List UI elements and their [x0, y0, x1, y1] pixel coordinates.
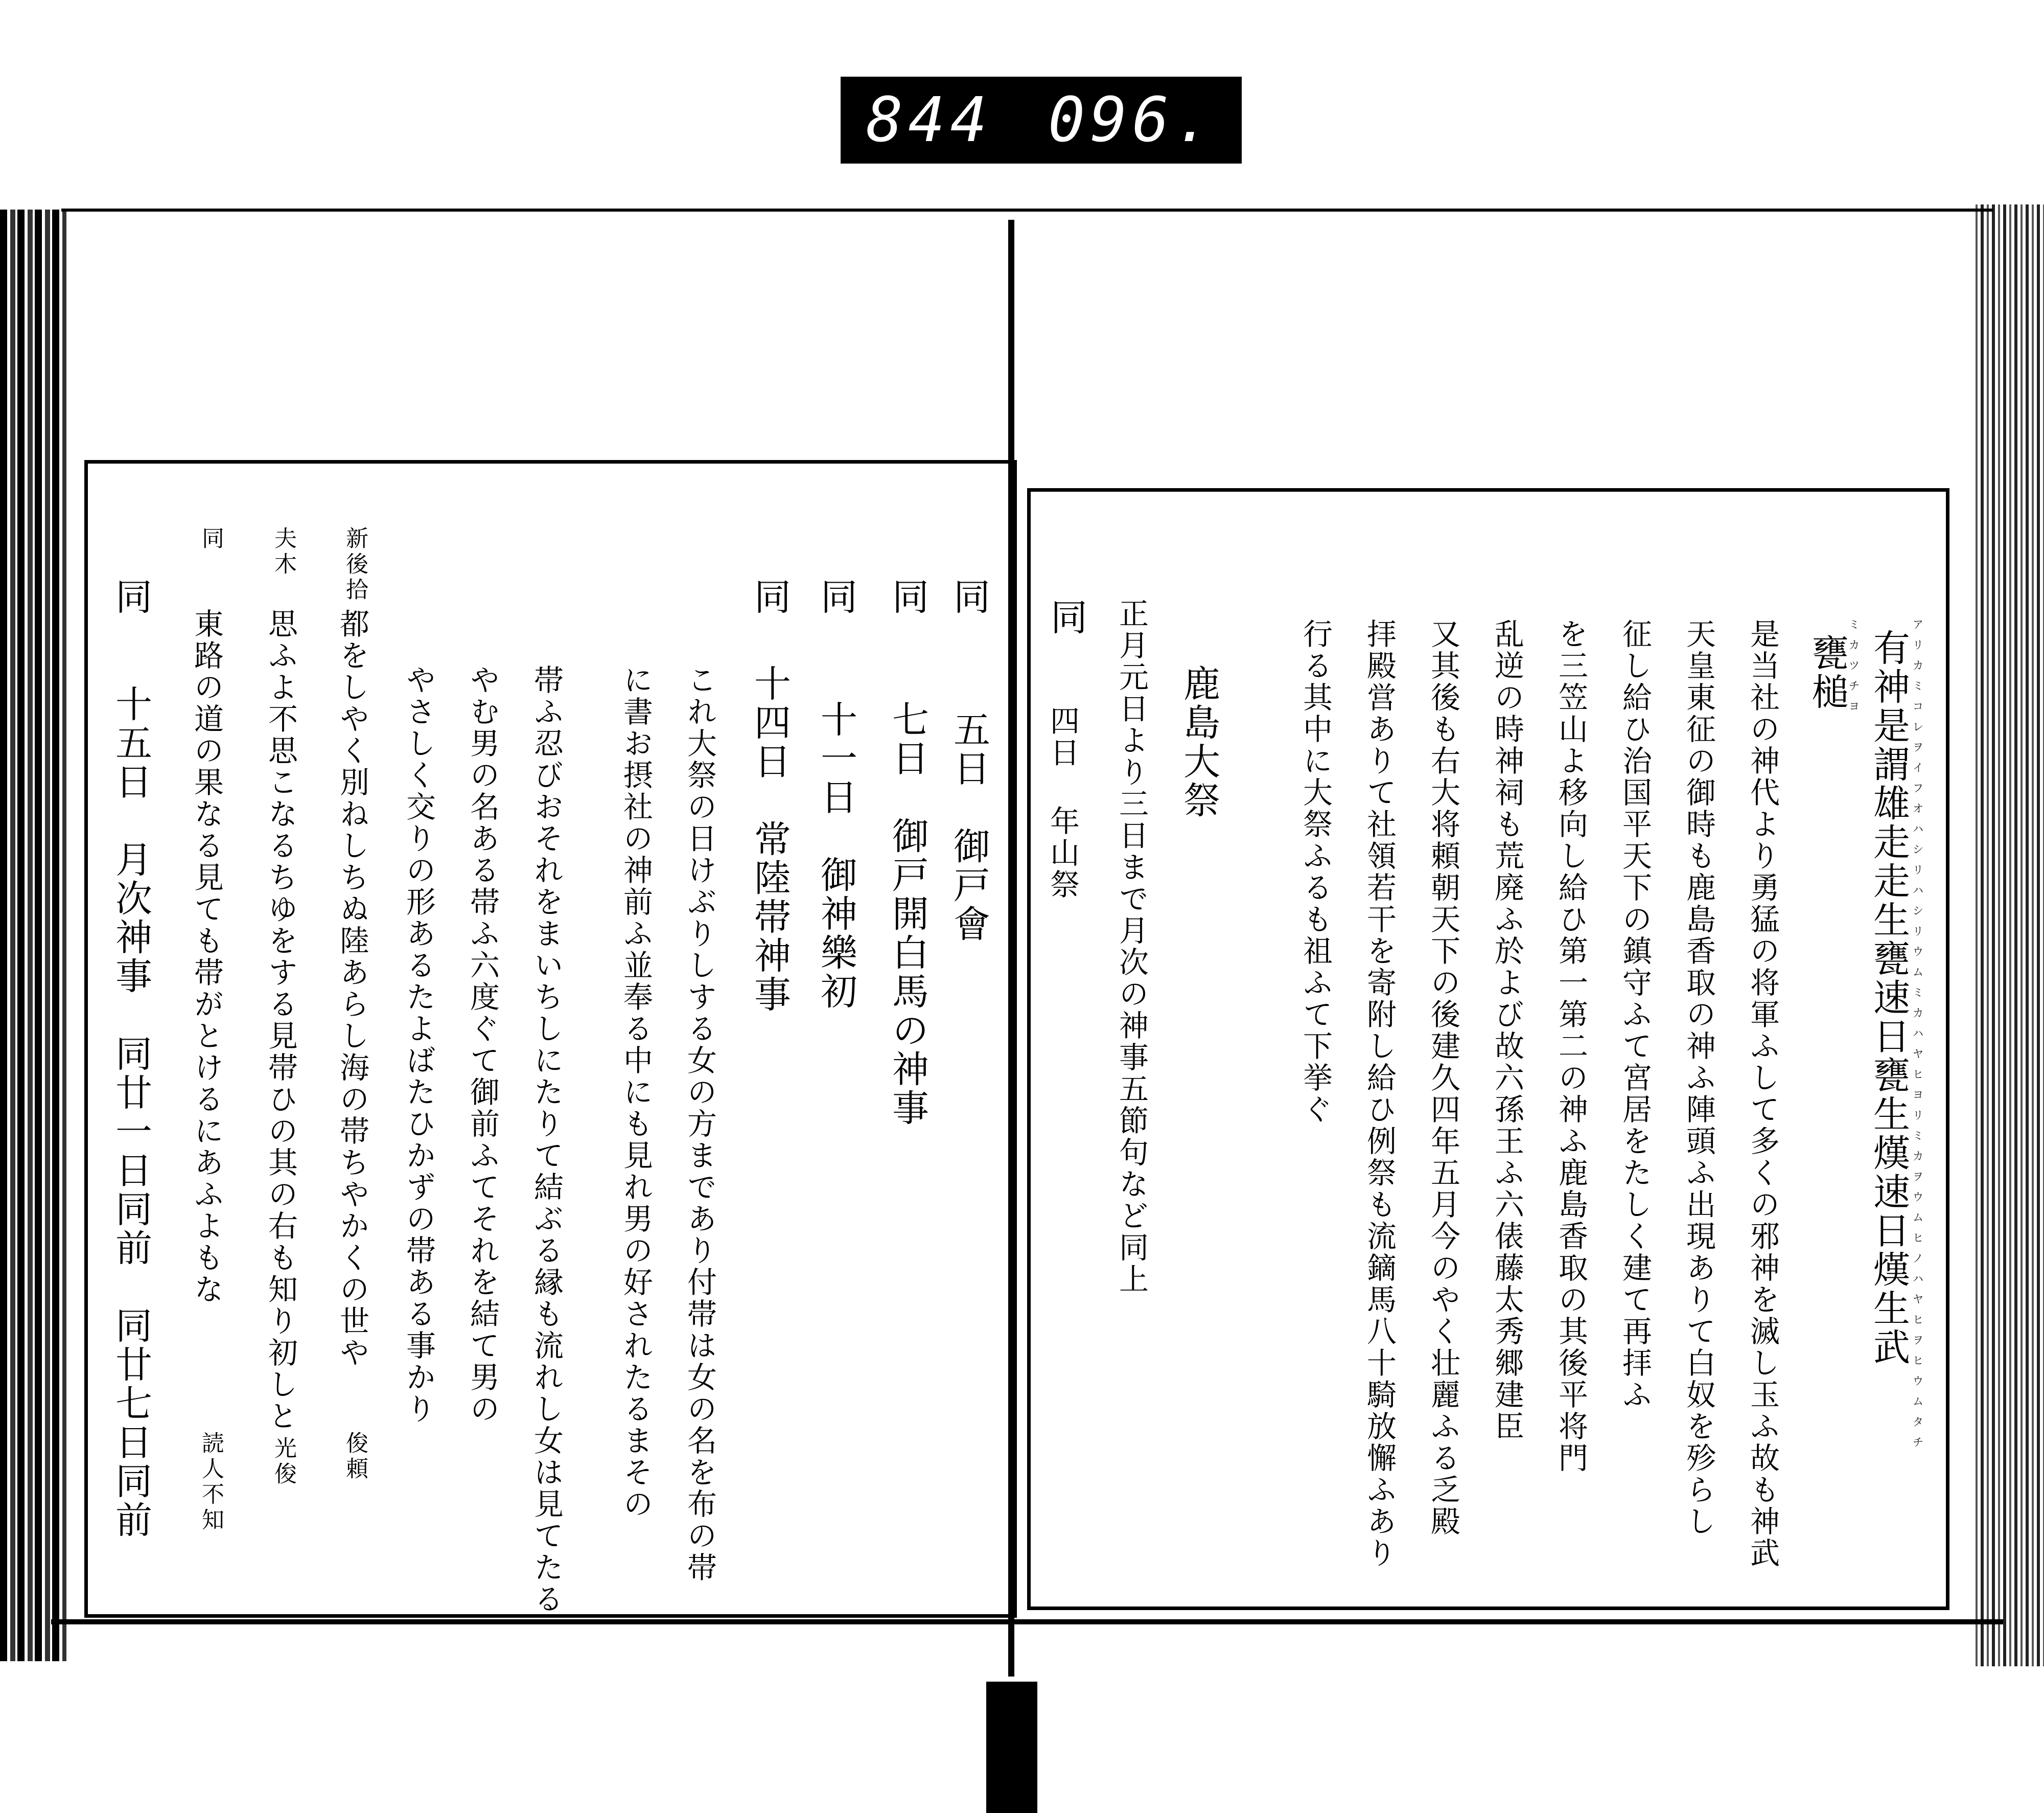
- right-heading: 有神是謂雄走走生甕速日甕生熯速日熯生武: [1867, 629, 1910, 1367]
- book-bottom-edge: [51, 1619, 2003, 1624]
- poem-1-source: 新後拾: [342, 526, 368, 603]
- right-body-line-7: 拝殿営ありて社領若干を寄附し給ひ例祭も流鏑馬八十騎放懈ふあり: [1362, 618, 1397, 1569]
- right-body-line-6: 又其後も右大将頼朝天下の後建久四年五月今のやく壮麗ふる乏殿: [1426, 618, 1460, 1537]
- left-entry-1-label: 同: [947, 578, 990, 616]
- section-title: 鹿島大祭: [1177, 664, 1220, 820]
- left-body-line-5: やさしく交りの形あるたよばたひかずの帯ある事かり: [401, 664, 436, 1425]
- right-entry-2: 正月元日より三日まで月次の神事五節句など同上: [1114, 598, 1149, 1295]
- poem-3-text: 東路の道の果なる見ても帯がとけるにあふよもな: [189, 608, 224, 1305]
- left-entry-1: 五日 御戸會: [947, 710, 990, 944]
- frame-number-left: 844: [866, 84, 992, 156]
- right-body-line-4: を三笠山よ移向し給ひ第一第二の神ふ鹿島香取の其後平将門: [1553, 618, 1588, 1474]
- right-body-line-5: 乱逆の時神祠も荒廃ふ於よび故六孫王ふ六俵藤太秀郷建臣: [1490, 618, 1524, 1442]
- left-body-line-1: これ大祭の日けぶりしする女の方まであり付帯は女の名を布の帯: [682, 664, 717, 1583]
- right-body-line-8: 行る其中に大祭ふるも祖ふて下挙ぐ: [1298, 618, 1333, 1126]
- left-body-line-4: やむ男の名ある帯ふ六度ぐて御前ふてそれを結て男の: [465, 664, 500, 1425]
- spine-tab: [986, 1682, 1037, 1813]
- right-sub-heading: 甕槌: [1806, 634, 1849, 712]
- poem-2-text: 思ふよ不思こなるちゆをする見帯ひの其の右も知り初しと: [263, 608, 298, 1432]
- left-entry-2-label: 同: [886, 578, 929, 616]
- poem-2-poet: 光俊: [270, 1436, 296, 1487]
- poem-1-poet: 俊頼: [342, 1431, 368, 1482]
- book-page-edges-right: [1972, 204, 2044, 1666]
- right-entry-1-label: 同: [1044, 598, 1087, 637]
- left-body-line-2: に書お摂社の神前ふ並奉る中にも見れ男の好されたるまその: [618, 664, 653, 1520]
- sub-heading-rubi: ミカツチヨ: [1847, 618, 1860, 721]
- poem-3-poet: 読人不知: [198, 1431, 224, 1533]
- left-last-entry-label: 同: [109, 578, 152, 616]
- book-page-edges-left: [0, 210, 66, 1661]
- heading-rubi: アリカミコレヲイフオハシリハシリウムミカハヤヒヨリミカヲウムヒノハヤヒヲヒウムタチ: [1911, 618, 1923, 1457]
- left-entry-2: 七日 御戸開白馬の神事: [886, 700, 929, 1128]
- frame-number-label: [841, 77, 1242, 164]
- poem-3-source: 同: [198, 526, 224, 552]
- left-entry-4: 十四日 常陸帯神事: [748, 664, 791, 1014]
- poem-1-text: 都をしやく別ねしちぬ陸あらし海の帯ちやかくの世や: [335, 608, 369, 1369]
- left-body-line-3: 帯ふ忍びおそれをまいちしにたりて結ぶる縁も流れし女は見てたる: [529, 664, 564, 1615]
- left-entry-4-label: 同: [748, 578, 791, 616]
- left-entry-3: 十一日 御神樂初: [815, 700, 857, 1011]
- poem-2-source: 夫木: [270, 526, 296, 578]
- book-top-edge: [61, 209, 1993, 212]
- right-body-line-1: 是当社の神代より勇猛の将軍ふして多くの邪神を滅し玉ふ故も神武: [1745, 618, 1780, 1569]
- left-entry-3-label: 同: [815, 578, 857, 616]
- right-entry-1: 四日 年山祭: [1045, 705, 1080, 901]
- frame-number-right: 096.: [1048, 84, 1216, 156]
- right-body-line-2: 天皇東征の御時も鹿島香取の神ふ陣頭ふ出現ありて白奴を殄らし: [1681, 618, 1716, 1537]
- left-last-entry: 十五日 月次神事 同廿一日同前 同廿七日同前: [109, 685, 152, 1540]
- right-body-line-3: 征し給ひ治国平天下の鎮守ふて宮居をたしく建て再拝ふ: [1617, 618, 1652, 1411]
